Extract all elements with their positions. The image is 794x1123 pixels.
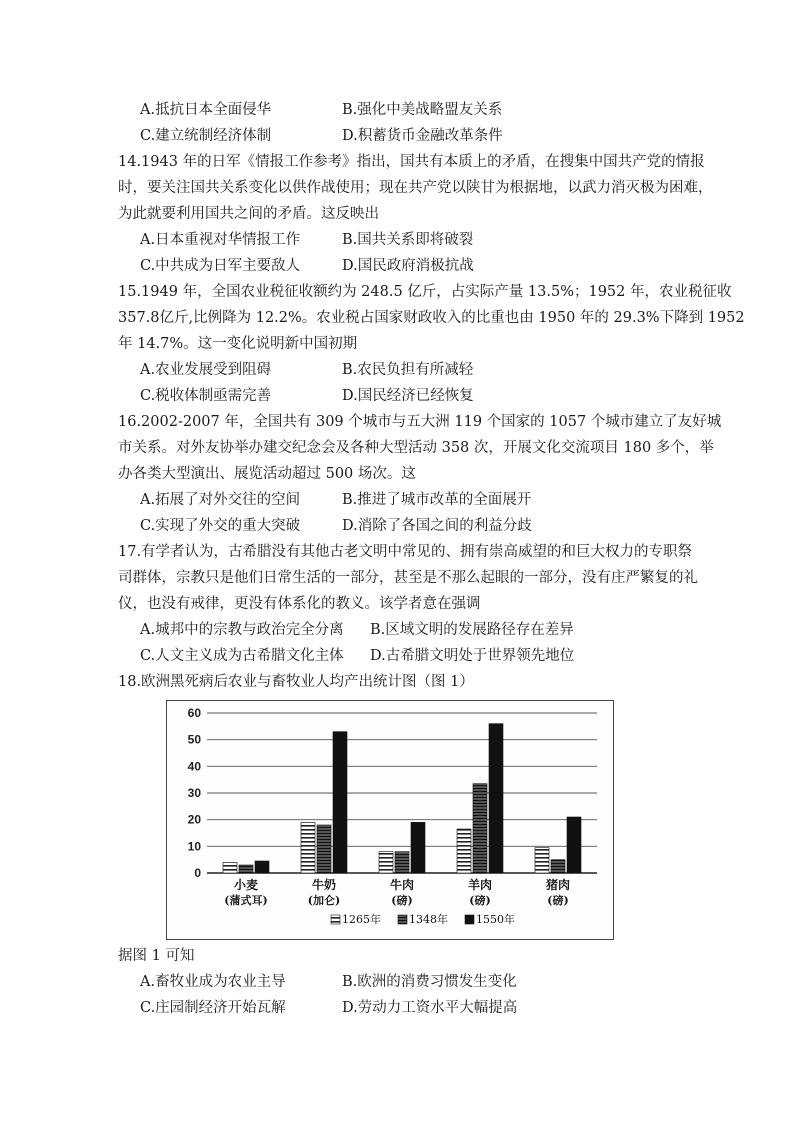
q14-stem-line-3: 为此就要利用国共之间的矛盾。这反映出 [118, 206, 379, 222]
q14-option-d[interactable]: D.国民政府消极抗战 [342, 258, 474, 274]
q17-option-b[interactable]: B.区域文明的发展路径存在差异 [370, 622, 574, 638]
q14-option-a[interactable]: A.日本重视对华情报工作 [140, 232, 301, 248]
q18-option-b[interactable]: B.欧洲的消费习惯发生变化 [342, 974, 517, 990]
y-tick-label: 40 [187, 759, 201, 774]
q17-option-a[interactable]: A.城邦中的宗教与政治完全分离 [140, 622, 344, 638]
q16-stem-line-2: 市关系。对外友协举办建交纪念会及各种大型活动 358 次，开展文化交流项目 180 多个，举 [118, 440, 714, 456]
x-tick-label: 羊肉 [467, 878, 493, 892]
bar-1348年-猪肉 [551, 860, 565, 873]
q15-stem-line-1: 15.1949 年，全国农业税征收额约为 248.5 亿斤，占实际产量 13.5%；1952 年，农业税征收 [118, 284, 732, 300]
bar-1550年-牛奶 [333, 732, 347, 873]
legend-swatch [398, 915, 407, 924]
bar-1550年-羊肉 [489, 724, 503, 873]
q17-stem-line-1: 17.有学者认为，古希腊没有其他古老文明中常见的、拥有崇高威望的和巨大权力的专职祭 [118, 544, 693, 560]
q15-option-d[interactable]: D.国民经济已经恢复 [342, 388, 474, 404]
x-tick-label: 牛肉 [389, 878, 415, 892]
q14-stem-line-1: 14.1943 年的日军《情报工作参考》指出，国共有本质上的矛盾，在搜集中国共产党的情报 [118, 154, 705, 170]
bar-1550年-猪肉 [567, 817, 581, 873]
q18-option-a[interactable]: A.畜牧业成为农业主导 [140, 974, 286, 990]
q16-option-b[interactable]: B.推进了城市改革的全面展开 [342, 492, 532, 508]
q16-option-d[interactable]: D.消除了各国之间的利益分歧 [342, 518, 532, 534]
y-tick-label: 60 [187, 706, 201, 720]
q13-option-b[interactable]: B.强化中美战略盟友关系 [342, 102, 503, 118]
x-tick-label: 猪肉 [545, 878, 571, 892]
q15-stem-line-3: 年 14.7%。这一变化说明新中国初期 [118, 336, 358, 352]
y-tick-label: 50 [187, 732, 201, 747]
q14-stem-line-2: 时，要关注国共关系变化以供作战使用；现在共产党以陕甘为根据地，以武力消灭极为困难， [118, 180, 713, 196]
legend-swatch [465, 915, 474, 924]
bar-1550年-牛肉 [411, 822, 425, 873]
q15-option-a[interactable]: A.农业发展受到阻碍 [140, 362, 272, 378]
legend-label: 1550年 [476, 913, 515, 926]
q13-option-d[interactable]: D.积蓄货币金融改革条件 [342, 128, 503, 144]
y-tick-label: 10 [187, 839, 201, 854]
q17-option-c[interactable]: C.人文主义成为古希腊文化主体 [140, 648, 344, 664]
bar-chart-svg [167, 701, 613, 939]
legend-swatch [331, 915, 340, 924]
x-tick-unit: (加仑) [307, 894, 341, 907]
q17-option-d[interactable]: D.古希腊文明处于世界领先地位 [370, 648, 575, 664]
bar-1265年-猪肉 [535, 848, 549, 873]
q17-stem-line-3: 仪，也没有戒律，更没有体系化的教义。该学者意在强调 [118, 596, 481, 612]
q14-option-b[interactable]: B.国共关系即将破裂 [342, 232, 474, 248]
q16-stem-line-1: 16.2002-2007 年，全国共有 309 个城市与五大洲 119 个国家的 1057 个城市建立了友好城 [118, 414, 722, 430]
q18-option-c[interactable]: C.庄园制经济开始瓦解 [140, 1000, 286, 1016]
bar-1348年-羊肉 [473, 784, 487, 873]
bar-1550年-小麦 [255, 861, 269, 873]
q17-stem-line-2: 司群体，宗教只是他们日常生活的一部分，甚至是不那么起眼的一部分，没有庄严繁复的礼 [118, 570, 698, 586]
q15-option-c[interactable]: C.税收体制亟需完善 [140, 388, 272, 404]
y-tick-label: 20 [187, 812, 201, 827]
q18-option-d[interactable]: D.劳动力工资水平大幅提高 [342, 1000, 518, 1016]
q16-stem-line-3: 办各类大型演出、展览活动超过 500 场次。这 [118, 466, 416, 482]
q18-stem: 18.欧洲黑死病后农业与畜牧业人均产出统计图（图 1） [118, 674, 474, 690]
q14-option-c[interactable]: C.中共成为日军主要敌人 [140, 258, 301, 274]
legend-label: 1348年 [409, 913, 448, 926]
y-tick-label: 30 [187, 786, 201, 800]
x-tick-unit: (磅) [391, 894, 413, 907]
q16-option-c[interactable]: C.实现了外交的重大突破 [140, 518, 301, 534]
q13-option-a[interactable]: A.抵抗日本全面侵华 [140, 102, 272, 118]
q13-option-c[interactable]: C.建立统制经济体制 [140, 128, 272, 144]
bar-1348年-牛肉 [395, 852, 409, 873]
bar-1348年-牛奶 [317, 825, 331, 873]
bar-1265年-羊肉 [457, 829, 471, 873]
q16-option-a[interactable]: A.拓展了对外交往的空间 [140, 492, 301, 508]
bar-1348年-小麦 [239, 865, 253, 873]
q15-option-b[interactable]: B.农民负担有所减轻 [342, 362, 474, 378]
legend-label: 1265年 [342, 913, 381, 926]
x-tick-unit: (磅) [469, 894, 491, 907]
x-tick-unit: (磅) [547, 894, 569, 907]
bar-1265年-小麦 [223, 862, 237, 873]
x-tick-label: 小麦 [233, 878, 259, 892]
bar-1265年-牛奶 [301, 822, 315, 873]
q18-after: 据图 1 可知 [118, 948, 195, 964]
bar-chart [166, 700, 614, 940]
x-tick-label: 牛奶 [311, 878, 337, 892]
y-tick-label: 0 [194, 866, 201, 880]
q15-stem-line-2: 357.8亿斤,比例降为 12.2%。农业税占国家财政收入的比重也由 1950 年的 29.3%下降到 1952 [118, 310, 745, 326]
bar-1265年-牛肉 [379, 852, 393, 873]
x-tick-unit: (蒲式耳) [224, 894, 268, 907]
